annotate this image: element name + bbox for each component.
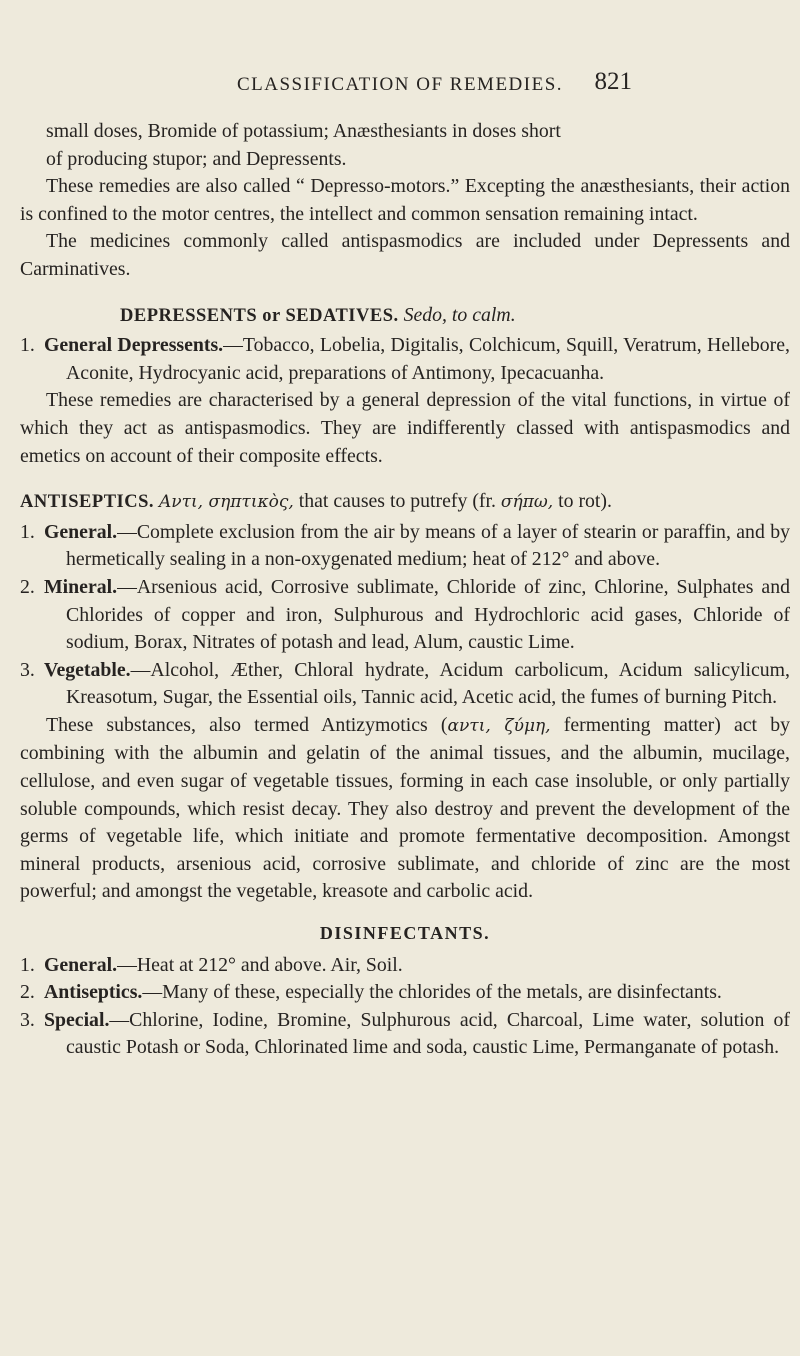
item-label: General. (44, 953, 118, 976)
depressent-item (20, 332, 790, 387)
item-label: Special. (44, 1008, 110, 1031)
item-text: —Chlorine, Iodine, Bromine, Sulphurous acid, Charcoal, Lime water, solution of caustic Potash or Soda, Chlorinated lime and soda, caustic Lime, Permanganate of potash. (66, 1008, 790, 1059)
item-text: —Tobacco, Lobelia, Digitalis, Colchicum, Squill, Veratrum, Hellebore, Aconite, Hydrocyanic acid, preparations of Antimony, Ipecacuanha. (66, 334, 790, 384)
item-text: —Arsenious acid, Corrosive sublimate, Chloride of zinc, Chlorine, Sulphates and Chlorides of copper and iron, Sulphurous and Hydrochloric acid gases, Chloride of sodium, Borax, Nitrates of potash and lead, Alum, caustic Lime. (66, 575, 790, 654)
disinfectant-item-antiseptics (20, 979, 790, 1007)
intro-paragraph-3: The medicines commonly called antispasmodics are included under Depressents and Carminatives. (20, 230, 790, 280)
item-number: 2. (20, 575, 35, 598)
antiseptics-greek-verb: σήπω, (500, 492, 554, 513)
antiseptic-item-vegetable (20, 657, 790, 712)
disinfectant-item-general (20, 952, 790, 980)
item-number: 2. (20, 981, 35, 1004)
disinfectant-item-special (20, 1007, 790, 1062)
item-label: General. (44, 520, 118, 543)
antizymotics-greek: αντι, ζύμη, (447, 715, 551, 736)
disinfectants-heading: DISINFECTANTS. (319, 923, 491, 944)
intro-paragraph-2: These remedies are also called “ Depresso-motors.” Excepting the anæsthesiants, their action is confined to the motor centres, the intellect and common sensation remaining intact. (20, 175, 790, 225)
antiseptic-item-general (20, 519, 790, 574)
antiseptics-note-b: fermenting matter) act by combining with the albumin and gelatin of the animal tissues, and the albumin, mucilage, cellulose, and even sugar of vegetable tissues, forming in each case insoluble, or only partially soluble compounds, which resist decay. They also destroy and prevent the development of the germs of vegetable life, which initiate and promote fermentative decomposition. Amongst mineral products, arsenious acid, corrosive sublimate, and chloride of zinc are the most powerful; and amongst the vegetable, kreasote and carbolic acid. (20, 713, 790, 903)
item-label: Vegetable. (44, 658, 131, 681)
antiseptics-greek-root: Αντι, σηπτικὸς, (158, 492, 294, 513)
item-text: —Many of these, especially the chlorides of the metals, are disinfectants. (142, 981, 722, 1004)
antiseptics-heading: ANTISEPTICS. (20, 492, 155, 513)
item-number: 1. (20, 953, 35, 976)
antiseptics-heading-line (20, 488, 790, 517)
antiseptics-note (20, 712, 790, 906)
item-number: 3. (20, 1008, 35, 1031)
depressents-heading-line (20, 302, 790, 331)
antiseptics-etymology-b: to rot). (558, 490, 612, 513)
item-number: 1. (20, 520, 35, 543)
antiseptic-item-mineral (20, 574, 790, 657)
intro-line-2: of producing stupor; and Depressents. (46, 147, 347, 170)
item-label: Mineral. (44, 575, 118, 598)
page-body (20, 118, 790, 1062)
item-text: —Complete exclusion from the air by means of a layer of stearin or paraffin, and by hermetically sealing in a non-oxygenated medium; heat of 212° and above. (66, 520, 790, 571)
item-number: 3. (20, 658, 35, 681)
depressents-etymology: Sedo, to calm. (403, 303, 516, 326)
item-label: Antiseptics. (44, 981, 143, 1004)
item-label: General Depressents. (44, 334, 224, 357)
depressents-heading: DEPRESSENTS or SEDATIVES. (120, 305, 399, 326)
item-text: —Heat at 212° and above. Air, Soil. (117, 953, 403, 976)
intro-line-1: small doses, Bromide of potassium; Anæsthesiants in doses short (46, 120, 561, 142)
antiseptics-note-a: These substances, also termed Antizymotics ( (46, 713, 448, 736)
item-text: —Alcohol, Æther, Chloral hydrate, Acidum carbolicum, Acidum salicylicum, Kreasotum, Sugar, the Essential oils, Tannic acid, Acetic acid, the fumes of burning Pitch. (66, 658, 790, 709)
page-number: 821 (594, 68, 632, 95)
depressents-note: These remedies are characterised by a general depression of the vital functions, in virtue of which they act as antispasmodics. They are indifferently classed with antispasmodics and emetics on account of their composite effects. (20, 389, 790, 467)
item-number: 1. (20, 334, 35, 357)
running-title: CLASSIFICATION OF REMEDIES. (236, 74, 564, 95)
antiseptics-etymology-a: that causes to putrefy (fr. (298, 490, 496, 513)
